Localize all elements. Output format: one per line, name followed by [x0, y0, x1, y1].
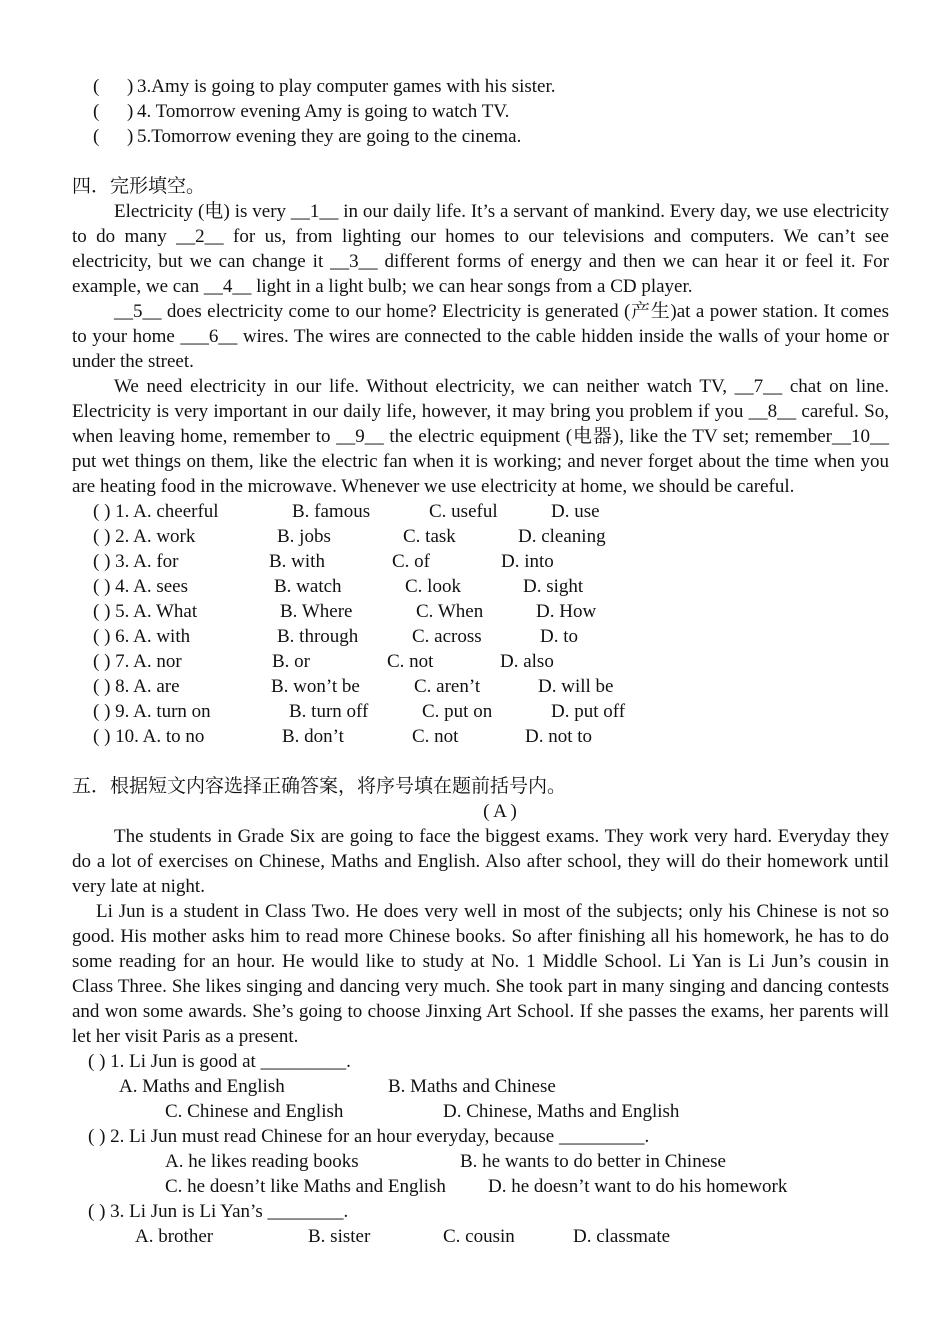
reading-paragraph-2: Li Jun is a student in Class Two. He does very well in most of the subjects; only his Chinese is not so good. His mother asks him to read more Chinese books. So after finishing all his homework, he has to do some reading for an hour. He would like to study at No. 1 Middle School. Li Yan is Li Jun’s cousin in Class Three. She likes singing and dancing very much. She took part in many singing and dancing contests and won some awards. She’s going to choose Jinxing Art School. If she passes the exams, her parents will let her visit Paris as a present.: [72, 901, 889, 1047]
choice-b: B. or: [272, 651, 310, 672]
choice-a: ( ) 10. A. to no: [93, 726, 205, 747]
cloze-paragraph-1: Electricity (电) is very __1__ in our daily life. It’s a servant of mankind. Every day, we use electricity to do many __2__ for us, from lighting our homes to our televisions and computers. We can’t see electricity, but we can change it __3__ different forms of energy and then we can hear it or feel it. For example, we can __4__ light in a light bulb; we can hear songs from a CD player.: [72, 201, 889, 297]
choice-row: [0, 674, 950, 699]
tf-paren-close: ): [127, 126, 134, 147]
choice-d: D. sight: [523, 576, 584, 597]
question-3-options: [0, 1224, 950, 1249]
choice-row: [0, 499, 950, 524]
choice-c: C. aren’t: [414, 676, 481, 697]
choice-b: B. Where: [280, 601, 353, 622]
choice-b: B. famous: [292, 501, 371, 522]
choice-c: C. When: [416, 601, 484, 622]
reading-paragraph-1: The students in Grade Six are going to face the biggest exams. They work very hard. Everyday they do a lot of exercises on Chinese, Maths and English. Also after school, they will do their homework until very late at night.: [72, 826, 889, 897]
question-1-stem: ( ) 1. Li Jun is good at _________.: [88, 1051, 351, 1072]
choice-row: [0, 599, 950, 624]
cloze-choices: [0, 499, 950, 749]
choice-a: ( ) 2. A. work: [93, 526, 196, 547]
cloze-paragraph-3: We need electricity in our life. Without electricity, we can neither watch TV, __7__ chat on line. Electricity is very important in our daily life, however, it may bring you problem if you __8__ careful. So, when leaving home, remember to __9__ the electric equipment (电器), like the TV set; remember__10__ put wet things on them, like the electric fan when it is working; and never forget about the time when you are heating food in the microwave. Whenever we use electricity at home, we should be careful.: [72, 376, 889, 497]
choice-row: [0, 574, 950, 599]
choice-row: [0, 649, 950, 674]
choice-row: [0, 549, 950, 574]
spacer: [0, 149, 950, 174]
choice-b: B. turn off: [289, 701, 369, 722]
tf-text: 4. Tomorrow evening Amy is going to watch TV.: [137, 101, 510, 122]
choice-c: C. look: [405, 576, 461, 597]
choice-a: ( ) 4. A. sees: [93, 576, 188, 597]
spacer: [0, 749, 950, 774]
choice-c: C. of: [392, 551, 430, 572]
choice-c: C. not: [412, 726, 459, 747]
choice-b: B. don’t: [282, 726, 344, 747]
tf-paren-close: ): [127, 101, 134, 122]
option-a: A. brother: [135, 1226, 214, 1247]
tf-paren-open: (: [93, 76, 100, 97]
choice-row: [0, 624, 950, 649]
choice-c: C. useful: [429, 501, 498, 522]
choice-d: D. How: [536, 601, 597, 622]
choice-a: ( ) 1. A. cheerful: [93, 501, 219, 522]
choice-b: B. watch: [274, 576, 342, 597]
question-2-options-row1: [0, 1149, 950, 1174]
choice-c: C. task: [403, 526, 456, 547]
tf-text: 3.Amy is going to play computer games with his sister.: [137, 76, 556, 97]
section4-heading: 四．完形填空。: [72, 176, 206, 197]
choice-b: B. jobs: [277, 526, 331, 547]
cloze-paragraph-2: __5__ does electricity come to our home? Electricity is generated (产生)at a power station. It comes to your home ___6__ wires. The wires are connected to the cable hidden inside the walls of your home or under the street.: [72, 301, 889, 372]
choice-d: D. will be: [538, 676, 614, 697]
choice-a: ( ) 8. A. are: [93, 676, 180, 697]
choice-d: D. put off: [551, 701, 626, 722]
question-3-stem: ( ) 3. Li Jun is Li Yan’s ________.: [88, 1201, 349, 1222]
option-d: D. he doesn’t want to do his homework: [488, 1176, 788, 1197]
tf-paren-open: (: [93, 126, 100, 147]
option-a: A. he likes reading books: [165, 1151, 359, 1172]
tf-item-5: [0, 124, 950, 149]
choice-c: C. across: [412, 626, 482, 647]
tf-item-3: [0, 74, 950, 99]
choice-a: ( ) 7. A. nor: [93, 651, 182, 672]
choice-c: C. put on: [422, 701, 493, 722]
option-b: B. Maths and Chinese: [388, 1076, 556, 1097]
question-1-options-row2: [0, 1099, 950, 1124]
tf-text: 5.Tomorrow evening they are going to the cinema.: [137, 126, 522, 147]
choice-d: D. not to: [525, 726, 593, 747]
option-c: C. he doesn’t like Maths and English: [165, 1176, 446, 1197]
choice-d: D. to: [540, 626, 578, 647]
passage-label: ( A ): [483, 801, 517, 822]
tf-paren-open: (: [93, 101, 100, 122]
choice-d: D. into: [501, 551, 554, 572]
option-a: A. Maths and English: [119, 1076, 285, 1097]
choice-row: [0, 699, 950, 724]
option-c: C. cousin: [443, 1226, 515, 1247]
choice-row: [0, 724, 950, 749]
option-c: C. Chinese and English: [165, 1101, 344, 1122]
choice-a: ( ) 6. A. with: [93, 626, 191, 647]
tf-item-4: [0, 99, 950, 124]
choice-b: B. with: [269, 551, 325, 572]
choice-row: [0, 524, 950, 549]
choice-d: D. cleaning: [518, 526, 606, 547]
question-2-options-row2: [0, 1174, 950, 1199]
choice-a: ( ) 5. A. What: [93, 601, 198, 622]
tf-paren-close: ): [127, 76, 134, 97]
choice-a: ( ) 3. A. for: [93, 551, 179, 572]
choice-a: ( ) 9. A. turn on: [93, 701, 211, 722]
question-1-options-row1: [0, 1074, 950, 1099]
choice-b: B. through: [277, 626, 359, 647]
option-b: B. he wants to do better in Chinese: [460, 1151, 726, 1172]
option-d: D. classmate: [573, 1226, 671, 1247]
choice-c: C. not: [387, 651, 434, 672]
choice-b: B. won’t be: [271, 676, 360, 697]
choice-d: D. use: [551, 501, 600, 522]
option-d: D. Chinese, Maths and English: [443, 1101, 680, 1122]
question-2-stem: ( ) 2. Li Jun must read Chinese for an hour everyday, because _________.: [88, 1126, 650, 1147]
choice-d: D. also: [500, 651, 554, 672]
worksheet-page: [0, 74, 950, 1249]
option-b: B. sister: [308, 1226, 371, 1247]
section5-heading: 五．根据短文内容选择正确答案，将序号填在题前括号内。: [72, 776, 567, 797]
